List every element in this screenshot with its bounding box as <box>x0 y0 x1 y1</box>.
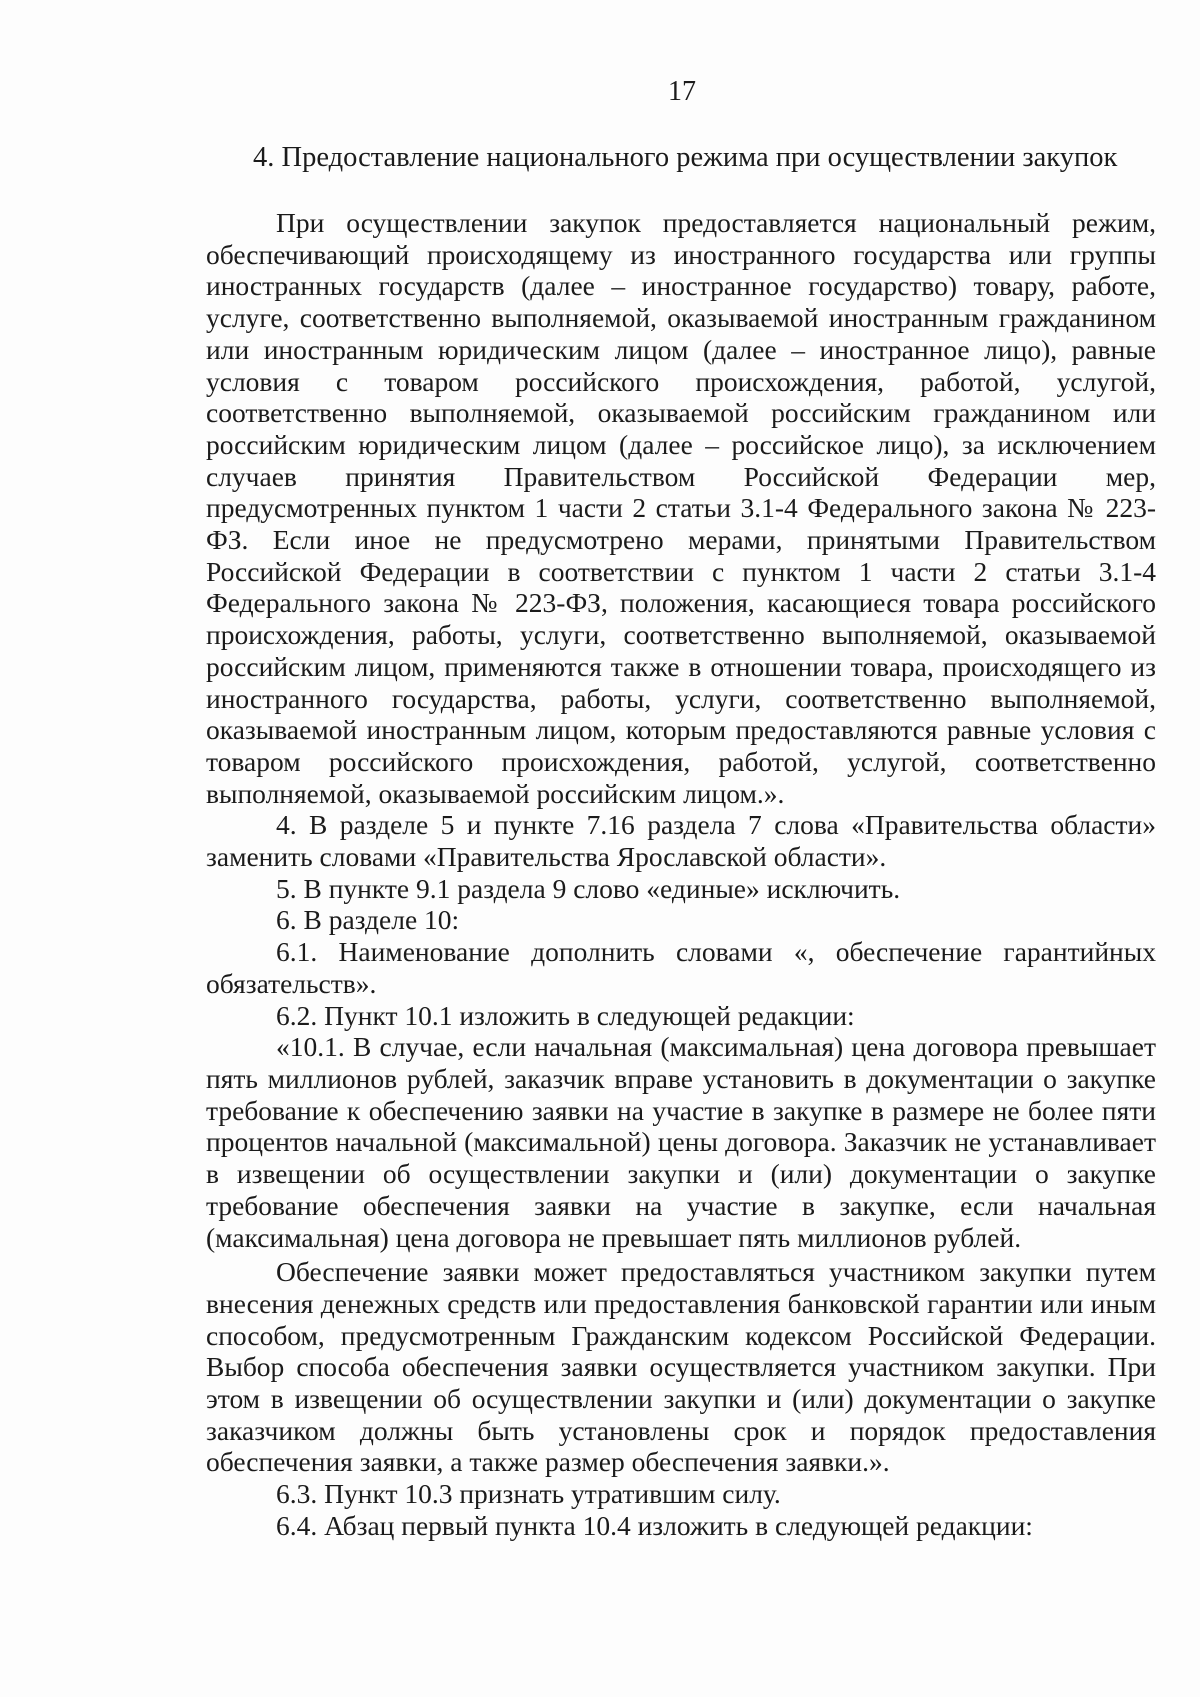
paragraph-item-6-3: 6.3. Пункт 10.3 признать утратившим силу. <box>276 1478 781 1510</box>
paragraph-item-6-1: 6.1. Наименование дополнить словами «, обеспечение гарантийных обязательств». <box>206 936 1156 999</box>
paragraph-item-6: 6. В разделе 10: <box>276 904 460 936</box>
section-heading: 4. Предоставление национального режима при осуществлении закупок <box>253 142 1118 173</box>
paragraph-clause-10-1: «10.1. В случае, если начальная (максимальная) цена договора превышает пять миллионов рублей, заказчик вправе установить в документации о закупке требование к обеспечению заявки на участие в закупке в размере не более пяти процентов начальной (максимальной) цены договора. Заказчик не устанавливает в извещении об осуществлении закупки и (или) документации о закупке требование обеспечения заявки на участие в закупке, если начальная (максимальная) цена договора не превышает пять миллионов рублей. <box>206 1031 1156 1253</box>
paragraph-item-6-4: 6.4. Абзац первый пункта 10.4 изложить в следующей редакции: <box>276 1509 1033 1541</box>
document-body <box>206 207 1156 1542</box>
page-number: 17 <box>668 76 696 107</box>
paragraph-bid-security: Обеспечение заявки может предоставляться участником закупки путем внесения денежных средств или предоставления банковской гарантии или иным способом, предусмотренным Гражданским кодексом Российской Федерации. Выбор способа обеспечения заявки осуществляется участником закупки. При этом в извещении об осуществлении закупки и (или) документации о закупке заказчиком должны быть установлены срок и порядок предоставления обеспечения заявки, а также размер обеспечения заявки.». <box>206 1256 1156 1478</box>
paragraph-national-regime: При осуществлении закупок предоставляется национальный режим, обеспечивающий происходящему из иностранного государства или группы иностранных государств (далее – иностранное государство) товару, работе, услуге, соответственно выполняемой, оказываемой иностранным гражданином или иностранным юридическим лицом (далее – иностранное лицо), равные условия с товаром российского происхождения, работой, услугой, соответственно выполняемой, оказываемой российским гражданином или российским юридическим лицом (далее – российское лицо), за исключением случаев принятия Правительством Российской Федерации мер, предусмотренных пунктом 1 части 2 статьи 3.1-4 Федерального закона № 223-ФЗ. Если иное не предусмотрено мерами, принятыми Правительством Российской Федерации в соответствии с пунктом 1 части 2 статьи 3.1-4 Федерального закона № 223-ФЗ, положения, касающиеся товара российского происхождения, работы, услуги, соответственно выполняемой, оказываемой российским лицом, применяются также в отношении товара, происходящего из иностранного государства, работы, услуги, соответственно выполняемой, оказываемой иностранным лицом, которым предоставляются равные условия с товаром российского происхождения, работой, услугой, соответственно выполняемой, оказываемой российским лицом.». <box>206 207 1156 809</box>
paragraph-item-5: 5. В пункте 9.1 раздела 9 слово «единые» исключить. <box>276 872 901 904</box>
paragraph-item-6-2: 6.2. Пункт 10.1 изложить в следующей редакции: <box>276 999 855 1031</box>
paragraph-item-4: 4. В разделе 5 и пункте 7.16 раздела 7 слова «Правительства области» заменить словами «Правительства Ярославской области». <box>206 809 1156 873</box>
